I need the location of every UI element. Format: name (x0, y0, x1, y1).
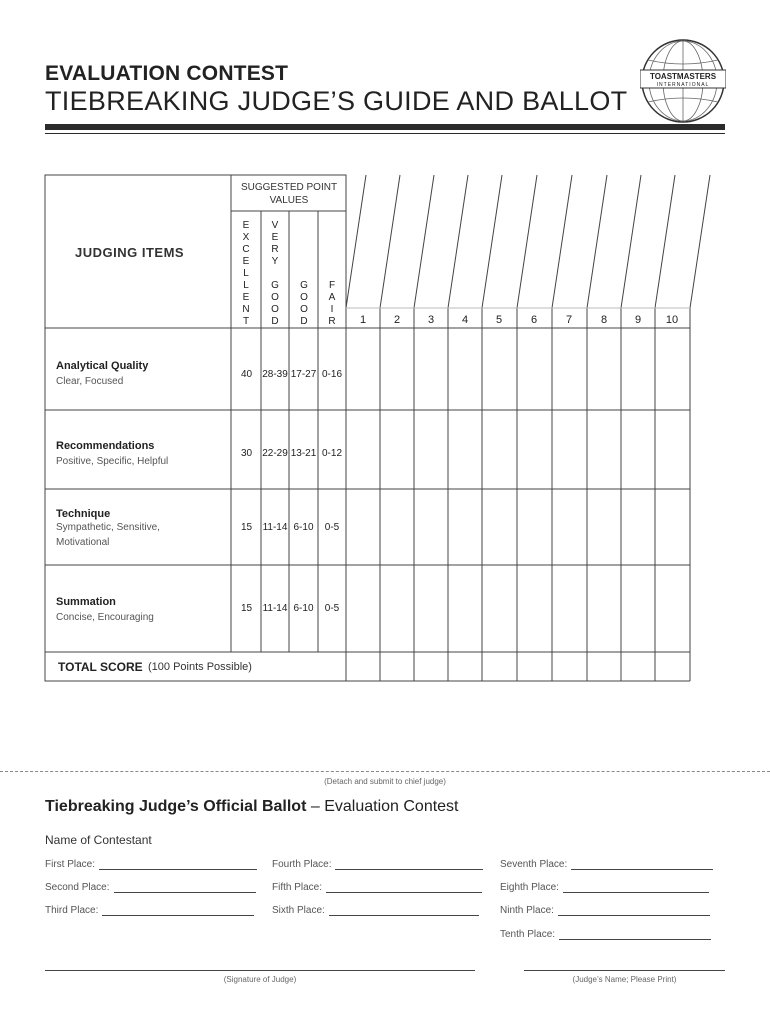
contest-title: EVALUATION CONTEST (45, 62, 289, 85)
col-num-2: 2 (393, 314, 401, 326)
judge-name-label: (Judge’s Name; Please Print) (572, 975, 677, 984)
detach-note: (Detach and submit to chief judge) (324, 777, 446, 786)
points-cell: 0-12 (321, 448, 342, 459)
place-field[interactable]: Fifth Place: (272, 882, 482, 893)
signature-line[interactable] (45, 970, 475, 971)
item-recommendations: Recommendations (56, 440, 155, 452)
place-field[interactable]: Second Place: (45, 882, 256, 893)
points-cell: 15 (240, 603, 253, 614)
points-cell: 13-21 (290, 448, 317, 459)
col-num-1: 1 (359, 314, 367, 326)
points-cell: 28-39 (262, 369, 288, 380)
points-cell: 11-14 (262, 522, 288, 533)
judging-items-label: JUDGING ITEMS (75, 245, 185, 260)
place-field[interactable]: Fourth Place: (272, 859, 483, 870)
logo-text-bottom: INTERNATIONAL (656, 82, 710, 88)
detach-line (0, 771, 770, 772)
points-cell: 17-27 (290, 369, 317, 380)
points-cell: 11-14 (262, 603, 288, 614)
guide-title: TIEBREAKING JUDGE’S GUIDE AND BALLOT (45, 86, 628, 116)
signature-label: (Signature of Judge) (223, 975, 297, 984)
col-fair: F A I R (328, 280, 336, 327)
col-excellent: E X C E L L E N T (242, 220, 250, 327)
col-num-9: 9 (634, 314, 642, 326)
col-num-4: 4 (461, 314, 469, 326)
points-cell: 30 (240, 448, 253, 459)
points-cell: 6-10 (293, 603, 314, 614)
item-analytical-quality-desc: Clear, Focused (56, 376, 124, 387)
points-cell: 40 (240, 369, 253, 380)
item-analytical-quality: Analytical Quality (56, 360, 149, 372)
item-technique-desc: Sympathetic, Sensitive, Motivational (56, 522, 160, 548)
item-recommendations-desc: Positive, Specific, Helpful (56, 456, 169, 467)
col-num-3: 3 (427, 314, 435, 326)
item-technique: Technique (56, 508, 111, 520)
col-num-5: 5 (495, 314, 503, 326)
ballot-title-bold: Tiebreaking Judge’s Official Ballot (45, 798, 307, 815)
place-field[interactable]: Third Place: (45, 905, 254, 916)
place-field[interactable]: First Place: (45, 859, 257, 870)
points-cell: 0-5 (324, 603, 340, 614)
place-field[interactable]: Ninth Place: (500, 905, 710, 916)
total-score-label: TOTAL SCORE (58, 660, 143, 674)
points-cell: 0-5 (324, 522, 340, 533)
ballot-title-rest: – Evaluation Contest (306, 798, 459, 815)
col-very-good: V E R Y G O O D (271, 220, 279, 327)
place-field[interactable]: Sixth Place: (272, 905, 479, 916)
item-summation: Summation (56, 596, 116, 608)
col-good: G O O D (300, 280, 308, 327)
judge-name-line[interactable] (524, 970, 725, 971)
logo-text-top: TOASTMASTERS (649, 72, 717, 81)
place-field[interactable]: Seventh Place: (500, 859, 713, 870)
ballot-title (45, 798, 459, 816)
place-field[interactable]: Eighth Place: (500, 882, 709, 893)
col-num-7: 7 (565, 314, 573, 326)
points-cell: 15 (240, 522, 253, 533)
points-cell: 22-29 (262, 448, 288, 459)
points-cell: 6-10 (293, 522, 314, 533)
suggested-points-label: SUGGESTED POINT VALUES (240, 182, 338, 206)
name-of-contestant-label: Name of Contestant (45, 833, 152, 847)
col-num-6: 6 (530, 314, 538, 326)
points-cell: 0-16 (321, 369, 342, 380)
place-field[interactable]: Tenth Place: (500, 929, 711, 940)
item-summation-desc: Concise, Encouraging (56, 612, 154, 623)
col-num-8: 8 (600, 314, 608, 326)
total-score-note: (100 Points Possible) (148, 661, 252, 673)
col-num-10: 10 (665, 314, 679, 326)
